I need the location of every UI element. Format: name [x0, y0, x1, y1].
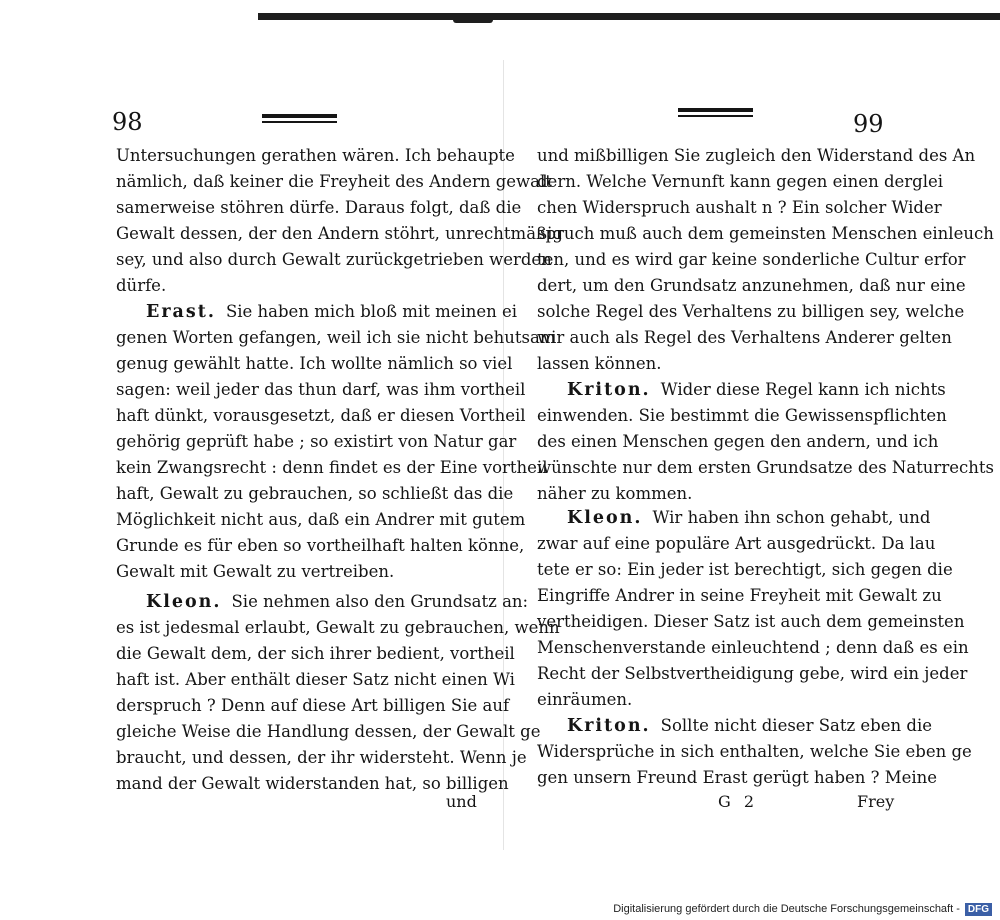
- text-line: Gewalt mit Gewalt zu vertreiben.: [116, 562, 395, 581]
- text-line: derspruch ? Denn auf diese Art billigen Sie auf: [116, 696, 510, 715]
- credit-text: Digitalisierung gefördert durch die Deutsche Forschungsgemeinschaft -: [613, 903, 960, 915]
- text-line: wünschte nur dem ersten Grundsatze des Naturrechts: [537, 458, 994, 477]
- text-line: spruch muß auch dem gemeinsten Menschen einleuch: [537, 224, 994, 243]
- text-line: haft dünkt, vorausgesetzt, daß er diesen Vortheil: [116, 406, 526, 425]
- speech-text: Sie nehmen also den Grundsatz an:: [231, 592, 529, 611]
- text-line: haft ist. Aber enthält dieser Satz nicht einen Wi: [116, 670, 515, 689]
- text-line: Eingriffe Andrer in seine Freyheit mit Gewalt zu: [537, 586, 942, 605]
- speaker-name: Erast.: [146, 302, 216, 322]
- text-line: gehörig geprüft habe ; so existirt von Natur gar: [116, 432, 517, 451]
- dialogue-line: [146, 302, 517, 322]
- text-line: und mißbilligen Sie zugleich den Widerstand des An: [537, 146, 976, 165]
- dialogue-line: [567, 716, 932, 736]
- text-line: Menschenverstande einleuchtend ; denn daß es ein: [537, 638, 969, 657]
- catchword: Frey: [857, 792, 895, 811]
- top-binding-rule: [258, 13, 1000, 20]
- text-line: braucht, und dessen, der ihr widersteht. Wenn je: [116, 748, 527, 767]
- digitization-credit: [606, 898, 1000, 920]
- text-line: tete er so: Ein jeder ist berechtigt, sich gegen die: [537, 560, 953, 579]
- text-line: haft, Gewalt zu gebrauchen, so schließt das die: [116, 484, 514, 503]
- speaker-name: Kleon.: [146, 592, 222, 612]
- text-line: Untersuchungen gerathen wären. Ich behaupte: [116, 146, 515, 165]
- text-line: Grunde es für eben so vortheilhaft halten könne,: [116, 536, 525, 555]
- text-line: dern. Welche Vernunft kann gegen einen derglei: [537, 172, 944, 191]
- text-line: zwar auf eine populäre Art ausgedrückt. Da lau: [537, 534, 936, 553]
- dialogue-line: [567, 508, 930, 528]
- text-line: einräumen.: [537, 690, 633, 709]
- text-line: wir auch als Regel des Verhaltens Anderer gelten: [537, 328, 952, 347]
- text-line: nämlich, daß keiner die Freyheit des Andern gewalt: [116, 172, 552, 191]
- dfg-logo: DFG: [965, 903, 992, 916]
- text-line: gleiche Weise die Handlung dessen, der Gewalt ge: [116, 722, 541, 741]
- speech-text: Wider diese Regel kann ich nichts: [660, 380, 946, 399]
- text-line: vertheidigen. Dieser Satz ist auch dem gemeinsten: [537, 612, 965, 631]
- speaker-name: Kriton.: [567, 380, 651, 400]
- text-line: lassen können.: [537, 354, 662, 373]
- text-line: ten, und es wird gar keine sonderliche Cultur erfor: [537, 250, 966, 269]
- speaker-name: Kleon.: [567, 508, 643, 528]
- signature-mark: G 2: [718, 792, 759, 811]
- dialogue-line: [146, 592, 528, 612]
- text-line: chen Widerspruch aushalt n ? Ein solcher Wider: [537, 198, 942, 217]
- speech-text: Wir haben ihn schon gehabt, und: [652, 508, 931, 527]
- text-line: gen unsern Freund Erast gerügt haben ? Meine: [537, 768, 938, 787]
- text-line: genen Worten gefangen, weil ich sie nicht behutsam: [116, 328, 556, 347]
- text-line: näher zu kommen.: [537, 484, 693, 503]
- text-line: die Gewalt dem, der sich ihrer bedient, vortheil: [116, 644, 515, 663]
- text-line: kein Zwangsrecht : denn findet es der Eine vortheil: [116, 458, 548, 477]
- header-ornament: [262, 111, 337, 126]
- page-number: 98: [112, 108, 143, 136]
- text-line: dürfe.: [116, 276, 167, 295]
- text-line: mand der Gewalt widerstanden hat, so billigen: [116, 774, 509, 793]
- text-line: sey, und also durch Gewalt zurückgetrieben werden: [116, 250, 552, 269]
- speech-text: Sie haben mich bloß mit meinen ei: [225, 302, 518, 321]
- dialogue-line: [567, 380, 946, 400]
- text-line: solche Regel des Verhaltens zu billigen sey, welche: [537, 302, 965, 321]
- catchword: und: [446, 792, 477, 811]
- header-ornament: [678, 105, 753, 120]
- text-line: samerweise stöhren dürfe. Daraus folgt, daß die: [116, 198, 522, 217]
- page-number: 99: [853, 110, 884, 138]
- text-line: es ist jedesmal erlaubt, Gewalt zu gebrauchen, wenn: [116, 618, 560, 637]
- text-line: genug gewählt hatte. Ich wollte nämlich so viel: [116, 354, 513, 373]
- speaker-name: Kriton.: [567, 716, 651, 736]
- text-line: des einen Menschen gegen den andern, und ich: [537, 432, 939, 451]
- text-line: Gewalt dessen, der den Andern stöhrt, unrechtmäßig: [116, 224, 563, 243]
- speech-text: Sollte nicht dieser Satz eben die: [660, 716, 932, 735]
- text-line: dert, um den Grundsatz anzunehmen, daß nur eine: [537, 276, 966, 295]
- text-line: Widersprüche in sich enthalten, welche Sie eben ge: [537, 742, 972, 761]
- text-line: sagen: weil jeder das thun darf, was ihm vortheil: [116, 380, 526, 399]
- text-line: Möglichkeit nicht aus, daß ein Andrer mit gutem: [116, 510, 526, 529]
- text-line: einwenden. Sie bestimmt die Gewissenspflichten: [537, 406, 947, 425]
- text-line: Recht der Selbstvertheidigung gebe, wird ein jeder: [537, 664, 968, 683]
